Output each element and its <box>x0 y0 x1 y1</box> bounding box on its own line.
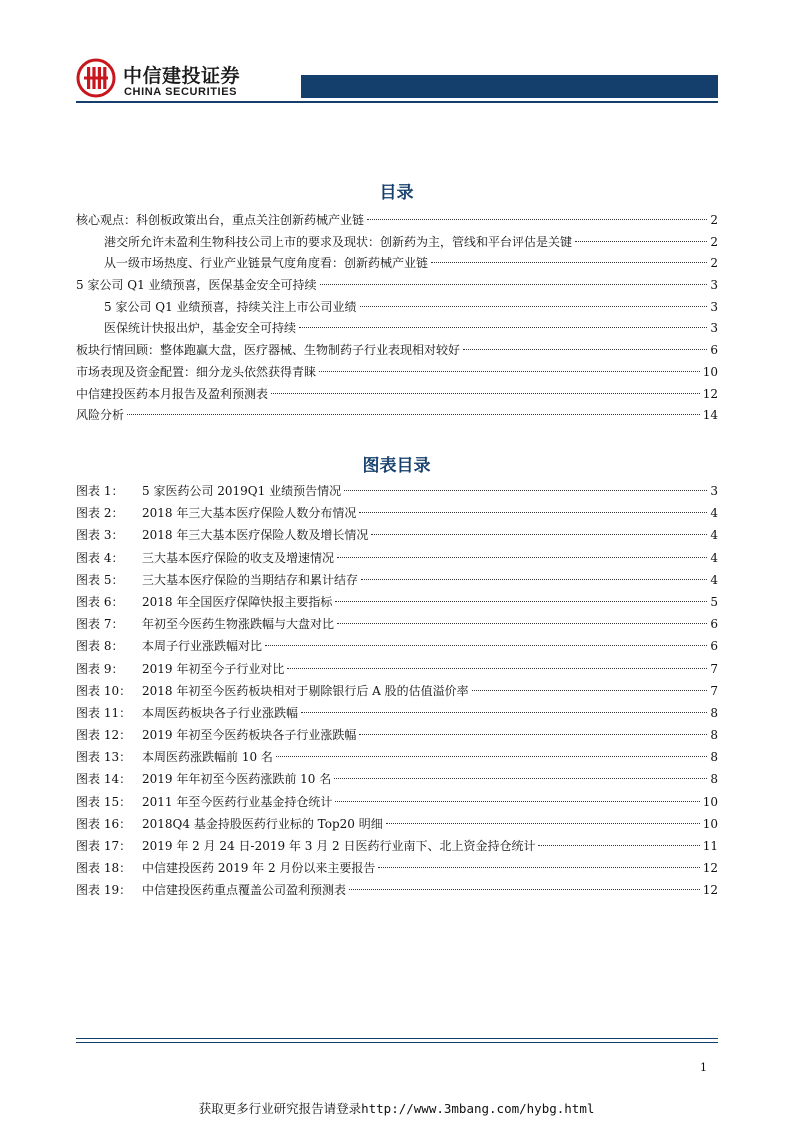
toc-entry[interactable] <box>76 232 718 254</box>
figure-entry-page: 6 <box>710 617 718 632</box>
figure-entry-title: 2018 年初至今医药板块相对于剔除银行后 A 股的估值溢价率 <box>142 683 469 698</box>
toc-entry[interactable] <box>76 362 718 384</box>
footer-divider-secondary <box>76 1042 718 1043</box>
dot-leader <box>320 284 708 285</box>
dot-leader <box>463 349 707 350</box>
figure-entry-page: 4 <box>710 528 718 543</box>
toc-entry-title: 港交所允许未盈利生物科技公司上市的要求及现状：创新药为主，管线和平台评估是关键 <box>104 234 573 249</box>
figure-entry-title: 2018 年全国医疗保障快报主要指标 <box>142 594 333 609</box>
dot-leader <box>359 512 707 513</box>
footer-link[interactable]: 获取更多行业研究报告请登录http://www.3mbang.com/hybg.html <box>198 1101 595 1116</box>
dot-leader <box>276 756 707 757</box>
toc-entry-title: 5 家公司 Q1 业绩预喜，持续关注上市公司业绩 <box>104 299 357 314</box>
toc-entry-title: 风险分析 <box>76 408 125 423</box>
toc-entry-title: 医保统计快报出炉，基金安全可持续 <box>104 321 297 336</box>
figure-entry-page: 8 <box>710 772 718 787</box>
dot-leader <box>378 867 699 868</box>
figure-entry-label: 图表 13： <box>76 750 132 765</box>
toc-entry[interactable] <box>76 297 718 319</box>
figure-entry[interactable] <box>76 813 718 835</box>
header-bar <box>301 75 718 98</box>
figure-entry[interactable] <box>76 724 718 746</box>
figure-entry[interactable] <box>76 768 718 790</box>
toc-entry[interactable] <box>76 340 718 362</box>
dot-leader <box>287 668 707 669</box>
toc-entry-page: 12 <box>702 386 718 401</box>
dot-leader <box>367 219 707 220</box>
toc-entry-title: 板块行情回顾：整体跑赢大盘，医疗器械、生物制药子行业表现相对较好 <box>76 343 461 358</box>
figure-entry-label: 图表 1： <box>76 484 124 498</box>
figure-entry-title: 5 家医药公司 2019Q1 业绩预告情况 <box>142 484 342 498</box>
figure-entry[interactable] <box>76 857 718 879</box>
figure-entry-label: 图表 4： <box>76 550 124 565</box>
figure-entry-label: 图表 7： <box>76 617 124 632</box>
brand-name-cn: 中信建投证券 <box>123 65 241 87</box>
china-securities-logo-icon <box>76 58 116 98</box>
figure-entry[interactable] <box>76 502 718 524</box>
figure-entry-title: 2018Q4 基金持股医药行业标的 Top20 明细 <box>142 816 383 831</box>
toc-entry[interactable] <box>76 405 718 427</box>
figure-entry-page: 7 <box>710 683 718 698</box>
toc-entry-title: 从一级市场热度、行业产业链景气度角度看：创新药械产业链 <box>104 256 429 271</box>
figure-entry-page: 8 <box>710 750 718 765</box>
dot-leader <box>386 823 700 824</box>
toc-entry-page: 3 <box>710 299 718 314</box>
figure-entry-title: 2019 年初至今子行业对比 <box>142 661 285 676</box>
dot-leader <box>575 241 707 242</box>
figure-entry[interactable] <box>76 613 718 635</box>
dot-leader <box>538 845 699 846</box>
figure-entry-title: 三大基本医疗保险的收支及增速情况 <box>142 550 335 565</box>
figure-entry[interactable] <box>76 480 718 502</box>
dot-leader <box>349 889 700 890</box>
toc-entry-page: 2 <box>710 234 718 249</box>
dot-leader <box>361 579 707 580</box>
toc-entry-title: 中信建投医药本月报告及盈利预测表 <box>76 386 269 401</box>
toc-title: 目录 <box>379 183 414 203</box>
figure-entry-page: 8 <box>710 728 718 743</box>
dot-leader <box>319 371 700 372</box>
toc-entry[interactable] <box>76 253 718 275</box>
page-header <box>0 0 793 110</box>
figure-entry[interactable] <box>76 879 718 901</box>
footer-divider <box>76 1038 718 1039</box>
figure-entry-label: 图表 5： <box>76 572 124 587</box>
figure-entry-page: 3 <box>710 484 718 498</box>
brand-name-en: CHINA SECURITIES <box>124 86 238 98</box>
figure-entry-page: 5 <box>710 594 718 609</box>
figures-toc-title: 图表目录 <box>362 456 431 476</box>
figure-entry[interactable] <box>76 680 718 702</box>
figure-entry-label: 图表 10： <box>76 683 132 698</box>
figure-entry-page: 12 <box>702 861 718 876</box>
figure-entry-label: 图表 8： <box>76 639 124 654</box>
toc-entry[interactable] <box>76 384 718 406</box>
figure-entry-title: 2019 年年初至今医药涨跌前 10 名 <box>142 772 332 787</box>
dot-leader <box>359 734 707 735</box>
dot-leader <box>127 414 700 415</box>
toc-entry-page: 3 <box>710 278 718 293</box>
dot-leader <box>301 712 707 713</box>
figure-entry-title: 2018 年三大基本医疗保险人数及增长情况 <box>142 528 369 543</box>
figure-entry-page: 10 <box>702 794 718 809</box>
toc-entry[interactable] <box>76 318 718 340</box>
figure-entry[interactable] <box>76 569 718 591</box>
figure-entry[interactable] <box>76 791 718 813</box>
toc-entry-title: 核心观点：科创板政策出台，重点关注创新药械产业链 <box>76 213 365 227</box>
toc-entry-title: 5 家公司 Q1 业绩预喜，医保基金安全可持续 <box>76 278 317 293</box>
figure-entry-title: 中信建投医药 2019 年 2 月份以来主要报告 <box>142 861 376 876</box>
dot-leader <box>337 623 707 624</box>
figure-entry-title: 中信建投医药重点覆盖公司盈利预测表 <box>142 883 347 898</box>
toc-entry-page: 10 <box>702 364 718 379</box>
figure-entry[interactable] <box>76 658 718 680</box>
dot-leader <box>265 645 707 646</box>
figure-entry-label: 图表 15： <box>76 794 132 809</box>
dot-leader <box>344 490 707 491</box>
toc-entry-title: 市场表现及资金配置：细分龙头依然获得青睐 <box>76 364 317 379</box>
dot-leader <box>271 393 700 394</box>
dot-leader <box>299 327 707 328</box>
page-number: 1 <box>700 1061 707 1074</box>
dot-leader <box>371 534 707 535</box>
figure-entry-label: 图表 11： <box>76 705 132 720</box>
figure-entry-title: 三大基本医疗保险的当期结存和累计结存 <box>142 572 359 587</box>
figure-entry-title: 本周医药板块各子行业涨跌幅 <box>142 705 299 720</box>
dot-leader <box>335 601 707 602</box>
figure-entry-label: 图表 16： <box>76 816 132 831</box>
toc-entry-page: 6 <box>710 343 718 358</box>
figure-entry-page: 4 <box>710 572 718 587</box>
figure-entry[interactable] <box>76 746 718 768</box>
dot-leader <box>334 778 707 779</box>
header-divider <box>76 101 718 103</box>
figure-entry[interactable] <box>76 547 718 569</box>
figure-entry-title: 2019 年初至今医药板块各子行业涨跌幅 <box>142 728 357 743</box>
figure-entry-label: 图表 19： <box>76 883 132 898</box>
dot-leader <box>431 262 707 263</box>
dot-leader <box>360 306 708 307</box>
figure-entry-title: 本周子行业涨跌幅对比 <box>142 639 263 654</box>
figure-entry-label: 图表 12： <box>76 728 132 743</box>
figure-entry-title: 2011 年至今医药行业基金持仓统计 <box>142 794 333 809</box>
figure-entry-label: 图表 9： <box>76 661 124 676</box>
figure-entry-page: 8 <box>710 705 718 720</box>
figure-entry-label: 图表 2： <box>76 506 124 521</box>
figure-entry-label: 图表 3： <box>76 528 124 543</box>
figure-entry[interactable] <box>76 591 718 613</box>
figure-entry-page: 11 <box>702 839 718 853</box>
figure-entry-title: 本周医药涨跌幅前 10 名 <box>142 750 273 765</box>
toc-entry-page: 2 <box>710 213 718 227</box>
figure-entry-page: 4 <box>710 506 718 521</box>
figure-entry-page: 7 <box>710 661 718 676</box>
figure-entry[interactable] <box>76 702 718 724</box>
toc-entry[interactable] <box>76 275 718 297</box>
figure-entry[interactable] <box>76 835 718 857</box>
toc-entry[interactable] <box>76 210 718 232</box>
figure-entry-title: 2019 年 2 月 24 日-2019 年 3 月 2 日医药行业南下、北上资金持仓统计 <box>142 839 536 853</box>
figure-entry-title: 年初至今医药生物涨跌幅与大盘对比 <box>142 617 335 632</box>
figure-entry-page: 6 <box>710 639 718 654</box>
dot-leader <box>337 557 707 558</box>
toc-list <box>76 210 718 427</box>
toc-entry-page: 3 <box>710 321 718 336</box>
figure-entry[interactable] <box>76 524 718 546</box>
figure-entry-label: 图表 14： <box>76 772 132 787</box>
figure-entry-label: 图表 17： <box>76 839 132 853</box>
toc-entry-page: 14 <box>702 408 718 423</box>
figure-entry[interactable] <box>76 635 718 657</box>
toc-entry-page: 2 <box>710 256 718 271</box>
figure-entry-page: 4 <box>710 550 718 565</box>
dot-leader <box>335 801 699 802</box>
figures-toc-list <box>76 480 718 902</box>
figure-entry-title: 2018 年三大基本医疗保险人数分布情况 <box>142 506 357 521</box>
figure-entry-label: 图表 6： <box>76 594 124 609</box>
figure-entry-label: 图表 18： <box>76 861 132 876</box>
figure-entry-page: 12 <box>702 883 718 898</box>
dot-leader <box>472 690 708 691</box>
figure-entry-page: 10 <box>702 816 718 831</box>
